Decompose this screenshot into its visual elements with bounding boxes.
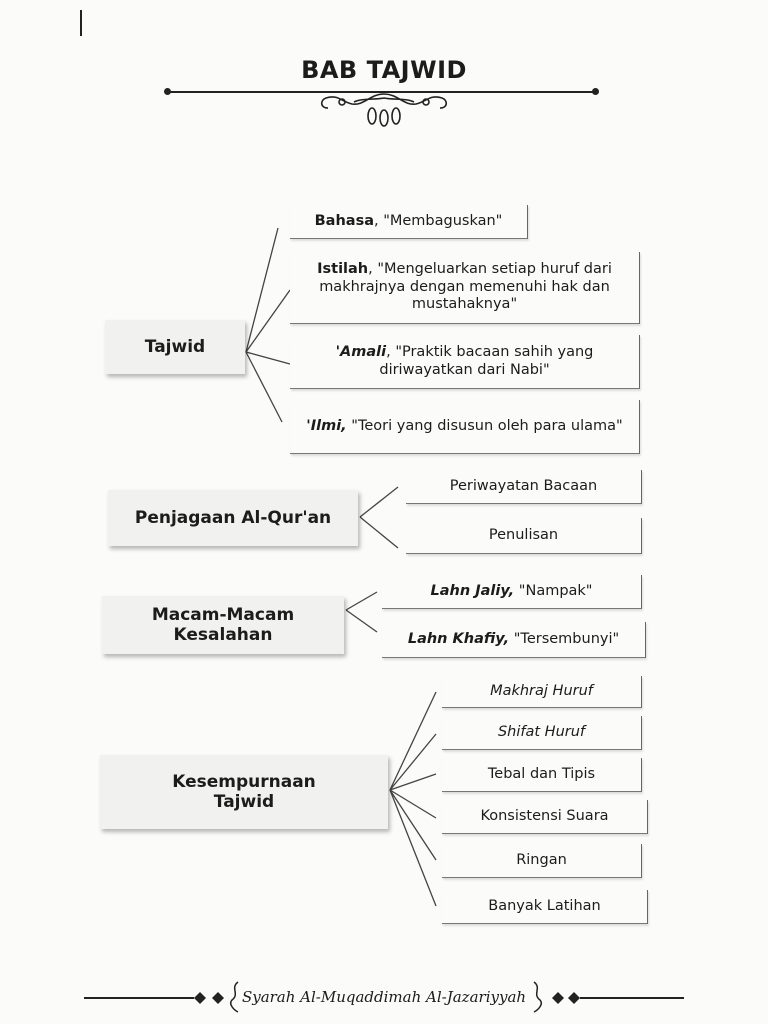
leaf-banyak-latihan <box>442 890 648 924</box>
connector-macam-2 <box>346 610 377 632</box>
leaf-makhraj-huruf <box>442 676 642 708</box>
leaf-text: Tebal dan Tipis <box>487 765 596 782</box>
leaf-text: Banyak Latihan <box>488 897 601 914</box>
node-penjagaan <box>108 490 358 546</box>
leaf-text: Konsistensi Suara <box>480 807 609 824</box>
leaf-text: Penulisan <box>488 526 559 543</box>
node-label: Macam-Macam Kesalahan <box>151 604 295 645</box>
node-macam-kesalahan <box>102 596 344 654</box>
node-tajwid <box>105 320 245 374</box>
leaf-amali <box>290 335 640 389</box>
leaf-sep: , <box>386 344 396 361</box>
connector-tajwid-2 <box>246 290 290 352</box>
leaf-text: Shifat Huruf <box>497 723 586 740</box>
connector-macam-1 <box>346 592 377 610</box>
leaf-konsistensi-suara <box>442 800 648 834</box>
leaf-term: Lahn Khafiy, <box>407 630 510 647</box>
leaf-text: "Teori yang disusun oleh para ulama" <box>351 417 623 434</box>
node-kesempurnaan <box>100 755 388 829</box>
leaf-tebal-tipis <box>442 758 642 792</box>
connector-penjagaan-2 <box>360 517 398 548</box>
leaf-term: Bahasa <box>314 212 374 229</box>
leaf-term: Lahn Jaliy, <box>430 582 515 599</box>
leaf-term: 'Amali <box>335 344 387 361</box>
leaf-ringan <box>442 844 642 878</box>
node-label: Tajwid <box>144 336 206 357</box>
connector-tajwid-3 <box>246 352 290 364</box>
node-label: Penjagaan Al-Qur'an <box>134 507 332 528</box>
leaf-text: Ringan <box>516 851 567 868</box>
connector-kesempurnaan-6 <box>390 790 436 906</box>
leaf-term: Istilah <box>317 261 369 278</box>
leaf-ilmi <box>290 400 640 454</box>
leaf-istilah <box>290 252 640 324</box>
leaf-text: "Praktik bacaan sahih yang diriwayatkan dari Nabi" <box>379 344 594 378</box>
leaf-sep: , <box>373 212 384 229</box>
leaf-term: 'Ilmi, <box>306 417 347 434</box>
connector-penjagaan-1 <box>360 487 398 517</box>
connector-kesempurnaan-1 <box>390 692 436 790</box>
leaf-penulisan <box>406 518 642 554</box>
leaf-lahn-jaliy <box>382 575 642 609</box>
page-title: BAB TAJWID <box>301 56 467 84</box>
leaf-text: "Membaguskan" <box>383 212 503 229</box>
leaf-lahn-khafiy <box>382 622 646 658</box>
connector-tajwid-4 <box>246 352 282 422</box>
node-label: Kesempurnaan Tajwid <box>172 771 316 812</box>
connector-kesempurnaan-4 <box>390 790 436 818</box>
leaf-bahasa <box>290 205 528 239</box>
footer-book-title: Syarah Al-Muqaddimah Al-Jazariyyah <box>241 988 527 1006</box>
leaf-text: "Mengeluarkan setiap huruf dari makhrajnya dengan memenuhi hak dan mustahaknya" <box>319 261 612 313</box>
leaf-sep: , <box>368 261 378 278</box>
leaf-shifat-huruf <box>442 716 642 750</box>
leaf-text: "Tersembunyi" <box>513 630 620 647</box>
leaf-text: Makhraj Huruf <box>490 682 593 699</box>
leaf-text: Periwayatan Bacaan <box>449 477 598 494</box>
leaf-text: "Nampak" <box>518 582 593 599</box>
connector-tajwid-1 <box>246 228 278 352</box>
leaf-periwayatan <box>406 470 642 504</box>
